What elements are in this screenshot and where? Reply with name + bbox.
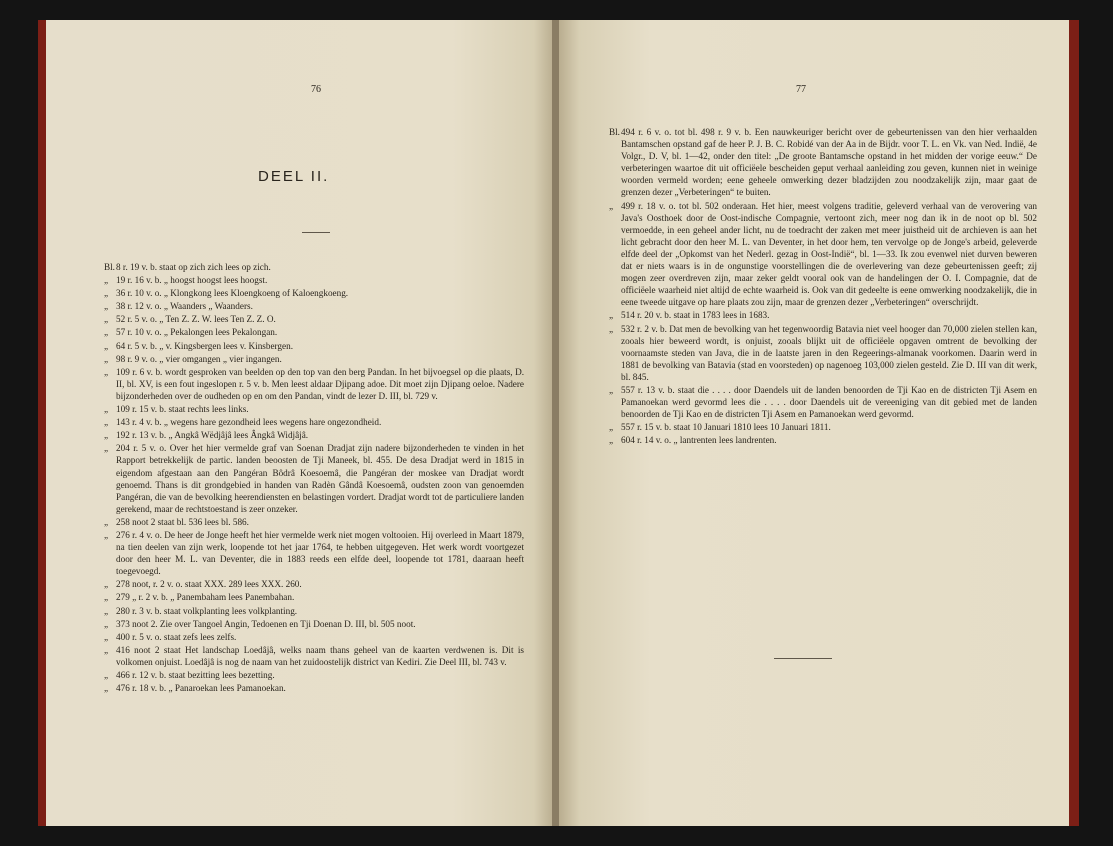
errata-entry bbox=[104, 353, 524, 365]
entry-mark: „ bbox=[104, 301, 109, 312]
entry-mark: „ bbox=[104, 417, 109, 428]
errata-entry bbox=[104, 340, 524, 352]
entry-mark: „ bbox=[609, 200, 614, 211]
errata-entry bbox=[609, 126, 1037, 199]
entry-text: 373 noot 2. Zie over Tangoel Angin, Tedoenen en Tji Doenan D. III, bl. 505 noot. bbox=[116, 618, 416, 629]
entry-text: 98 r. 9 v. o. „ vier omgangen „ vier ingangen. bbox=[116, 353, 282, 364]
entry-text: 64 r. 5 v. b. „ v. Kingsbergen lees v. Kinsbergen. bbox=[116, 340, 293, 351]
entry-mark: „ bbox=[609, 323, 614, 334]
entry-text: 476 r. 18 v. b. „ Panaroekan lees Pamanoekan. bbox=[116, 683, 286, 694]
errata-entry bbox=[104, 591, 524, 603]
entry-mark: „ bbox=[104, 288, 109, 299]
right-page bbox=[559, 20, 1069, 826]
errata-entry bbox=[609, 421, 1037, 433]
entry-text: 604 r. 14 v. o. „ lantrenten lees landrenten. bbox=[621, 435, 777, 446]
errata-entry bbox=[104, 429, 524, 441]
entry-mark: „ bbox=[609, 384, 614, 395]
entry-text: 532 r. 2 v. b. Dat men de bevolking van het tegenwoordig Batavia niet veel hooger dan 70,000 zielen stellen kan, zooals hier beweerd wordt, is onjuist, zooals blijkt uit de officiëele opgaven omtrent de bevolking der voornaamste steden van Java, die in de laatste jaren in den Regeerings-almanak voorkomen. Daarin werd in 1881 de bevolking van Batavia (stad en voorsteden) op nagenoeg 103,000 zielen gesteld. Zie D. III van dit werk, bl. 845. bbox=[621, 323, 1037, 382]
entry-mark: „ bbox=[104, 631, 109, 642]
entry-text: 192 r. 13 v. b. „ Angkâ Wëdjâjâ lees Ângkâ Widjâjâ. bbox=[116, 430, 309, 441]
errata-entry bbox=[609, 309, 1037, 321]
entry-text: 416 noot 2 staat Het landschap Loedâjâ, welks naam thans geheel van de kaarten verdwenen is. Dit is volkomen onjuist. Loedâjâ is nog de naam van het zuidoostelijk district van Kediri. Zie Deel III, bl. 743 v. bbox=[116, 644, 524, 667]
entry-text: 494 r. 6 v. o. tot bl. 498 r. 9 v. b. Een nauwkeuriger bericht over de gebeurtenissen van den hier verhaalden Bantamschen opstand gaf de heer P. J. B. C. Robidé van der Aa in de Bijdr. voor T. L. en Vk. van Ned. Indië, 4e Volgr., D. V, bl. 1—42, onder den titel: „De groote Bantamsche opstand in het midden der vorige eeuw.“ De verbeteringen waartoe dit uit officiëele bescheiden geput verhaal aanleiding zou geven, kunnen niet in weinige woorden vermeld worden; eene geheele omwerking dezer bladzijden zou noodzakelijk zijn, maar gaat de grenzen dezer „Verbeteringen“ te buiten. bbox=[621, 127, 1037, 198]
entry-mark: „ bbox=[104, 366, 109, 377]
entry-mark: „ bbox=[104, 592, 109, 603]
entry-mark: „ bbox=[104, 644, 109, 655]
errata-entry bbox=[104, 605, 524, 617]
entry-text: 38 r. 12 v. o. „ Waanders „ Waanders. bbox=[116, 301, 253, 312]
entry-mark: „ bbox=[104, 430, 109, 441]
entry-mark: „ bbox=[609, 310, 614, 321]
entry-mark: „ bbox=[104, 516, 109, 527]
errata-list bbox=[609, 126, 1037, 446]
entry-mark: „ bbox=[104, 670, 109, 680]
page-number: 77 bbox=[796, 84, 806, 95]
entry-text: 280 r. 3 v. b. staat volkplanting lees volkplanting. bbox=[116, 605, 298, 616]
entry-mark: „ bbox=[609, 435, 614, 446]
entry-mark: „ bbox=[104, 579, 109, 590]
errata-entry bbox=[104, 403, 524, 415]
entry-text: 109 r. 15 v. b. staat rechts lees links. bbox=[116, 404, 249, 415]
entry-text: 36 r. 10 v. o. „ Klongkong lees Kloengkoeng of Kaloengkoeng. bbox=[116, 288, 349, 299]
book-edge-left bbox=[38, 20, 46, 826]
errata-entry bbox=[104, 529, 524, 577]
errata-entry bbox=[104, 618, 524, 630]
entry-text: 19 r. 16 v. b. „ hoogst hoogst lees hoogst. bbox=[116, 275, 268, 286]
entry-text: 143 r. 4 v. b. „ wegens hare gezondheid lees wegens hare ongezondheid. bbox=[116, 417, 382, 428]
entry-text: 557 r. 13 v. b. staat die . . . . door Daendels uit de landen benoorden de Tji Kao en de districten Tji Asem en Pamanoekan werd gevormd lees die . . . . door Daendels uit de vereeniging van dit gebied met de landen benoorden de Tji Kao en de districten Tji Asem en Pamanoekan werd gevormd. bbox=[621, 384, 1037, 420]
errata-entry bbox=[104, 313, 524, 325]
errata-entry bbox=[104, 631, 524, 643]
page-number: 76 bbox=[311, 84, 321, 95]
entry-text: 557 r. 15 v. b. staat 10 Januari 1810 lees 10 Januari 1811. bbox=[621, 422, 831, 433]
entry-mark: Bl. bbox=[104, 262, 115, 272]
entry-text: 57 r. 10 v. o. „ Pekalongen lees Pekalongan. bbox=[116, 327, 278, 338]
entry-mark: „ bbox=[104, 683, 109, 694]
entry-mark: „ bbox=[104, 314, 109, 325]
entry-text: 258 noot 2 staat bl. 536 lees bl. 586. bbox=[116, 516, 249, 527]
entry-text: 8 r. 19 v. b. staat op zich zich lees op zich. bbox=[116, 262, 271, 272]
entry-text: 109 r. 6 v. b. wordt gesproken van beelden op den top van den berg Pandan. In het bijvoegsel op die plaats, D. II, bl. XV, is een fout ingeslopen r. 5 v. b. Men leest aldaar Djipang adoe. Dit moet zijn Djipang oeloe. Nadere bijzonderheden over de oudheden op en om den Pandan, vindt de lezer D. III, bl. 729 v. bbox=[116, 366, 524, 401]
entry-mark: „ bbox=[104, 443, 109, 454]
errata-entry bbox=[104, 644, 524, 668]
section-heading: DEEL II. bbox=[258, 168, 330, 185]
errata-entry bbox=[609, 434, 1037, 446]
entry-text: 499 r. 18 v. o. tot bl. 502 onderaan. Het hier, meest volgens traditie, geleverd verhaal van de verovering van Java's Oosthoek door de Oost-indische Compagnie, vertoont zich, meer nog dan ik in de noot op bl. 502 vermoedde, in een geheel ander licht, nu de toedracht der zaken met meer juistheid uit de archieven is aan het licht gebracht door den heer M. L. van Deventer, in het door hem, ten vervolge op de Jonge's arbeid, geleverde elfde deel der „Opkomst van het Nederl. gezag in Oost-Indië“, bl. 1—33. Ik zou evenwel niet durven beweren dat er niets waars is in de ongunstige voorstellingen die de overlevering van deze gebeurtenissen geeft; zij mogen zeer overdreven zijn, maar zeker geldt vooral ook van de handelingen der O. I. Compagnie, dat de officiëele waarheid niet altijd de echte waarheid is. Ook van dit gedeelte is eene omwerking noodzakelijk, die in eene tweede uitgave op hare plaats zou zijn, maar de grenzen dezer „Verbeteringen“ overschrijdt. bbox=[621, 200, 1037, 308]
entry-text: 514 r. 20 v. b. staat in 1783 lees in 1683. bbox=[621, 310, 770, 321]
book-edge-right bbox=[1069, 20, 1079, 826]
entry-text: 466 r. 12 v. b. staat bezitting lees bezetting. bbox=[116, 670, 275, 680]
errata-list bbox=[104, 261, 524, 694]
errata-entry bbox=[104, 274, 524, 286]
entry-mark: „ bbox=[104, 618, 109, 629]
errata-entry bbox=[104, 287, 524, 299]
left-page bbox=[46, 20, 554, 826]
errata-entry bbox=[104, 682, 524, 694]
entry-text: 52 r. 5 v. o. „ Ten Z. Z. W. lees Ten Z. Z. O. bbox=[116, 314, 276, 325]
entry-text: 279 „ r. 2 v. b. „ Panembaham lees Panembahan. bbox=[116, 592, 295, 603]
errata-entry bbox=[609, 200, 1037, 309]
entry-mark: Bl. bbox=[609, 127, 620, 137]
entry-text: 278 noot, r. 2 v. o. staat XXX. 289 lees XXX. 260. bbox=[116, 579, 302, 590]
entry-mark: „ bbox=[104, 353, 109, 364]
errata-entry bbox=[104, 326, 524, 338]
divider bbox=[302, 232, 330, 233]
entry-text: 400 r. 5 v. o. staat zefs lees zelfs. bbox=[116, 631, 237, 642]
entry-mark: „ bbox=[104, 605, 109, 616]
errata-entry bbox=[609, 384, 1037, 420]
divider bbox=[774, 658, 832, 659]
errata-entry bbox=[104, 516, 524, 528]
entry-text: 204 r. 5 v. o. Over het hier vermelde graf van Soenan Dradjat zijn nadere bijzonderheden te vinden in het Rapport betrekkelijk de partic. landen beoosten de Tji Maneek, bl. 455. De desa Dradjat werd in 1815 in eigendom afgestaan aan den Pangéran Bôdrâ Koesoemâ, die Pangéran der moskee van Dradjat wordt genoemd. Thans is dit grondgebied in handen van Radèn Gândâ Koesoemâ, oudsten zoon van genoemden Pangéran, die van de bevolking heerendiensten en belastingen vordert. Dradjat wordt tot de particuliere landen gerekend, maar de rechtstoestand is zeer onzeker. bbox=[116, 443, 524, 514]
errata-entry bbox=[104, 578, 524, 590]
entry-mark: „ bbox=[104, 529, 109, 540]
errata-entry bbox=[104, 442, 524, 515]
errata-entry bbox=[104, 366, 524, 402]
errata-entry bbox=[104, 300, 524, 312]
entry-mark: „ bbox=[104, 340, 109, 351]
entry-mark: „ bbox=[104, 404, 109, 415]
errata-entry bbox=[104, 261, 524, 273]
errata-entry bbox=[104, 669, 524, 681]
entry-mark: „ bbox=[104, 275, 109, 286]
errata-entry bbox=[104, 416, 524, 428]
errata-entry bbox=[609, 323, 1037, 383]
entry-mark: „ bbox=[104, 327, 109, 338]
entry-text: 276 r. 4 v. o. De heer de Jonge heeft het hier vermelde werk niet mogen voltooien. Hij overleed in Maart 1879, na tien deelen van zijn werk, loopende tot het jaar 1764, te hebben uitgegeven. Het werk wordt voortgezet door den heer M. L. van Deventer, die in 1883 reeds een elfde deel, loopende tot 1781, daaraan heeft toegevoegd. bbox=[116, 529, 524, 577]
entry-mark: „ bbox=[609, 422, 614, 433]
